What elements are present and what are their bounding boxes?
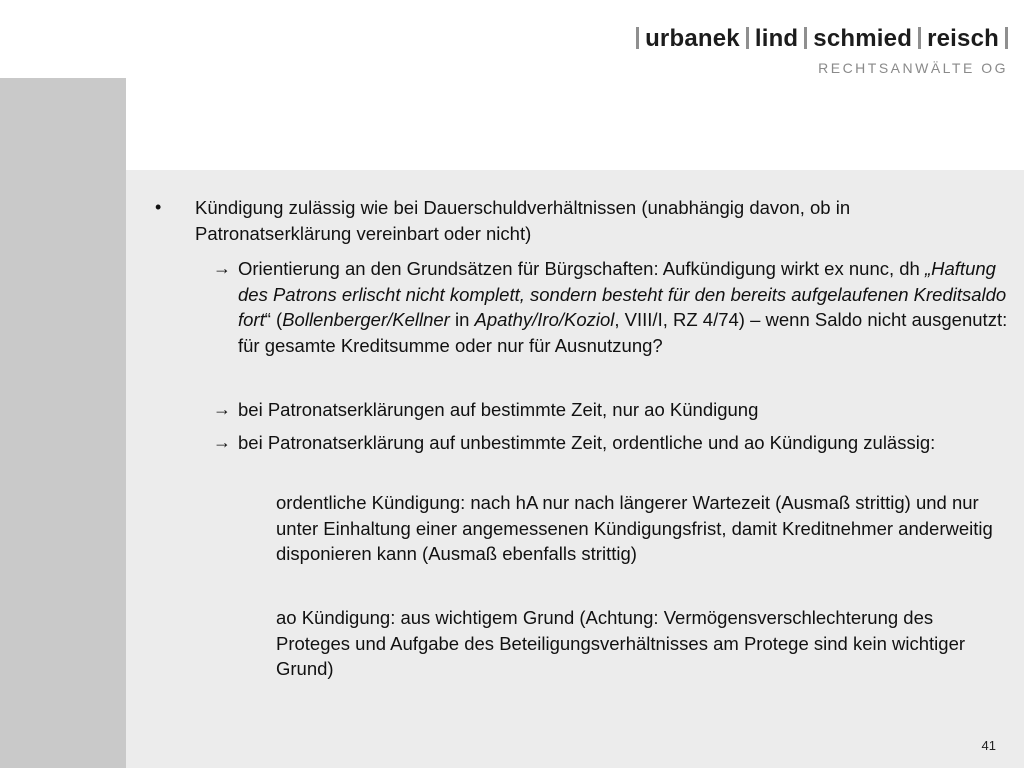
left-sidebar-strip (0, 78, 126, 768)
logo-name-lind: lind (754, 25, 799, 52)
logo-subtitle: RECHTSANWÄLTE OG (818, 60, 1008, 76)
logo-separator (918, 27, 921, 49)
logo-separator (636, 27, 639, 49)
logo-name-urbanek: urbanek (645, 25, 740, 52)
logo-name-reisch: reisch (927, 25, 999, 52)
arrow-text-1-authors1: Bollenberger/Kellner (282, 309, 450, 330)
logo-separator (746, 27, 749, 49)
arrow-text-3: bei Patronatserklärung auf unbestimmte Zeit, ordentliche und ao Kündigung zulässig: (238, 432, 936, 453)
sub-item-text-2: ao Kündigung: aus wichtigem Grund (Achtung: Vermögensverschlechterung des Proteges und Aufgabe des Beteiligungsverhältnisses am Protege sind kein wichtiger Grund) (276, 607, 966, 679)
arrow-text-1-authors2: Apathy/Iro/Koziol (474, 309, 615, 330)
arrow-text-1-part4: , VIII/I, RZ 4/74) – wenn Saldo nicht ausgenutzt: für gesamte Kreditsumme oder nur für Ausnutzung? (238, 309, 1008, 356)
bullet-icon: • (155, 197, 162, 217)
page-number: 41 (981, 738, 996, 753)
company-logo (636, 24, 1008, 76)
arrow-text-2: bei Patronatserklärungen auf bestimmte Zeit, nur ao Kündigung (238, 399, 759, 420)
arrow-text-1-part1: Orientierung an den Grundsätzen für Bürgschaften: Aufkündigung wirkt ex nunc, dh (238, 258, 925, 279)
arrow-right-icon: → (213, 258, 231, 278)
logo-separator (804, 27, 807, 49)
arrow-right-icon: → (213, 432, 231, 452)
arrow-text-1-quote: „Haftung des Patrons erlischt nicht komplett, sondern besteht für den bereits aufgelaufenen Kreditsaldo fort (238, 258, 1007, 330)
logo-name-schmied: schmied (813, 25, 913, 52)
arrow-text-1-part3: in (449, 309, 475, 330)
arrow-text-1 (238, 256, 1008, 358)
arrow-text-1-part2: “ ( (264, 309, 283, 330)
logo-separator (1005, 27, 1008, 49)
bullet-text-1: Kündigung zulässig wie bei Dauerschuldverhältnissen (unabhängig davon, ob in Patronatserklärung vereinbart oder nicht) (195, 197, 851, 244)
arrow-right-icon: → (213, 399, 231, 419)
sub-item-text-1: ordentliche Kündigung: nach hA nur nach längerer Wartezeit (Ausmaß strittig) und nur unter Einhaltung einer angemessenen Kündigungsfrist, damit Kreditnehmer anderweitig disponieren kann (Ausmaß ebenfalls strittig) (276, 492, 993, 564)
logo-names (636, 24, 1008, 54)
